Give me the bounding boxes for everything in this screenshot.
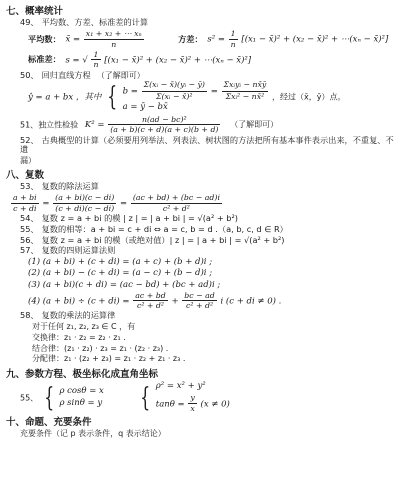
item-52: 52、 古典概型的计算（必须要用列举法、列表法、树状图的方法把所有基本事件表示出来，不重复、不遗 (20, 134, 394, 155)
complex-op-1: (1) (a + bi) + (c + di) = (a + c) + (b + d)i ; (28, 257, 213, 268)
variance-fraction: $\frac{1}{n}$ (230, 29, 236, 49)
item-55: 55、 复数的相等：a + bi = c + di ⇔ a = c, b = d .（a, b, c, d ∈ R） (20, 223, 288, 234)
item-54: 54、 复数 z = a + bi 的模 | z | = | a + bi | = √(a² + b²) (20, 212, 238, 223)
polar-conversion: 55、 { ρ cosθ = x ρ sinθ = y { ρ² = x² + y² tanθ = $\frac{y}{x}$ (x ≠ 0) (20, 381, 230, 414)
section-title-propositions: 十、命题、充要条件 (6, 416, 92, 428)
law-intro: 对于任何 z₁, z₂, z₃ ∈ C ，有 (32, 322, 136, 332)
chi-square-fraction: $\frac{\text{n(ad − bc)²}}{(a + b)(c + d)(a + c)(b + d)}$ (110, 114, 219, 135)
section-title-complex: 八、复数 (6, 169, 45, 181)
item-50: 50、 回归直线方程 （了解即可） (20, 69, 145, 80)
regression-b-fraction-1: $\frac{\text{Σ(xᵢ − x̄)(yᵢ − ȳ)}}{\text{Σ(xᵢ − x̄)²}}$ (143, 80, 205, 101)
complex-op-3: (3) (a + bi)(c + di) = (ac − bd) + (bc + ad)i ; (28, 279, 221, 290)
law-associative: 结合律：(z₁ · z₂) · z₃ = z₁ · (z₂ · z₃) . (32, 343, 169, 353)
stddev-formula: 标准差： s = √ $\frac{1}{n}$ [(x₁ − x̄)² + (x₂ − x̄)² + ⋯(xₙ − x̄)²] (28, 49, 252, 70)
complex-op-4: (4) (a + bi) ÷ (c + di) = $\frac{ac + bd}{\text{c² + d²}}$ + $\frac{bc - ad}{\text{c² + d²}}$ i (c + di ≠ 0) . (28, 290, 282, 311)
complex-op-2: (2) (a + bi) − (c + di) = (a − c) + (b − d)i ; (28, 268, 213, 279)
mean-fraction: $\frac{\text{x₁ + x₂ + ⋯ xₙ}}{n}$ (85, 29, 142, 49)
item-57: 57、 复数的四则运算法则 (20, 245, 116, 256)
law-commutative: 交换律：z₁ · z₂ = z₂ · z₁ . (32, 332, 126, 342)
sufficient-necessary-condition: 充要条件（记 p 表示条件，q 表示结论） (20, 428, 166, 438)
section-title-probability: 七、概率统计 (6, 6, 64, 17)
regression-formula: ŷ = a + bx ，其中 { b = $\frac{\text{Σ(xᵢ − x̄)(yᵢ − ȳ)}}{\text{Σ(xᵢ − x̄)²}}$ = $\frac{\text{Σxᵢyᵢ − nx̄ȳ}}{\text{Σxᵢ² − nx̄²}}$ a = ȳ − bx̄ ，经过（x̄，ȳ）点。 (28, 80, 346, 113)
independence-test: 51、独立性检验 K² = $\frac{\text{n(ad − bc)²}}{(a + b)(c + d)(a + c)(b + d)}$ （了解即可） (20, 114, 279, 135)
item-53: 53、 复数的除法运算 (20, 181, 99, 192)
item-58: 58、 复数的乘法的运算律 (20, 310, 116, 321)
item-49: 49、 平均数、方差、标准差的计算 (20, 17, 149, 28)
item-52-continued: 漏） (20, 156, 36, 166)
item-56: 56、 复数 z = a + bi 的模（或绝对值）| z | = | a + bi | = √(a² + b²) (20, 234, 285, 245)
law-distributive: 分配律：z₁ · (z₂ + z₃) = z₁ · z₂ + z₁ · z₃ . (32, 354, 186, 364)
complex-division: $\frac{a + bi}{c + di}$ = $\frac{(a + bi)(c - di)}{(c + di)(c - di)}$ = $\frac{(ac + bd) + (bc - ad)i}{\text{c² + d²}}$ (13, 193, 220, 213)
regression-b-fraction-2: $\frac{\text{Σxᵢyᵢ − nx̄ȳ}}{\text{Σxᵢ² − nx̄²}}$ (223, 80, 267, 101)
mean-variance-formulas: 平均数： x̄ = $\frac{\text{x₁ + x₂ + ⋯ xₙ}}{n}$ 方差： s² = $\frac{1}{n}$ [(x₁ − x̄)² + (x₂ − x̄)² + ⋯(xₙ − x̄)²] (28, 29, 389, 49)
section-title-polar: 九、参数方程、极坐标化成直角坐标 (6, 368, 159, 380)
